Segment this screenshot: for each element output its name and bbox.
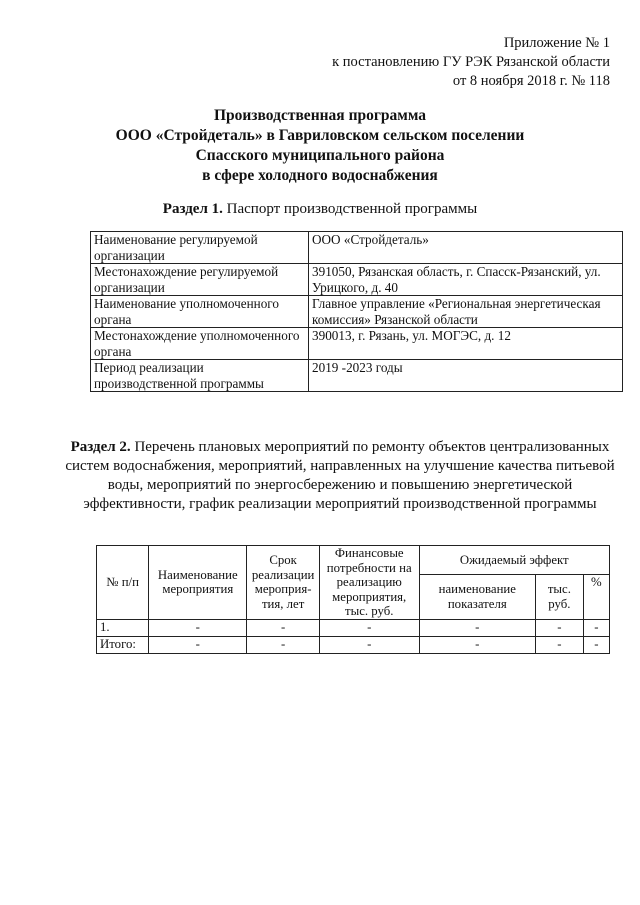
table-cell: - [536, 619, 584, 636]
passport-key: Наименование регулируемой организации [91, 232, 309, 264]
table-cell: - [583, 636, 609, 653]
passport-table [90, 231, 623, 392]
passport-row [91, 296, 623, 328]
col-header-term: Срок реализации мероприя-тия, лет [247, 546, 320, 620]
table-cell: Итого: [97, 636, 149, 653]
table-cell: - [583, 619, 609, 636]
passport-key: Местонахождение уполномоченного органа [91, 328, 309, 360]
col-header-effect: Ожидаемый эффект [419, 546, 610, 575]
table-cell: - [319, 619, 419, 636]
passport-value: 390013, г. Рязань, ул. МОГЭС, д. 12 [309, 328, 623, 360]
section-1-heading [0, 200, 640, 219]
table-cell: - [247, 636, 320, 653]
passport-value: ООО «Стройдеталь» [309, 232, 623, 264]
section-1-text: Паспорт производственной программы [226, 201, 478, 217]
table-cell: 1. [97, 619, 149, 636]
appendix-decree: к постановлению ГУ РЭК Рязанской области [332, 54, 610, 70]
passport-row [91, 264, 623, 296]
col-header-indicator: наименование показателя [419, 574, 536, 619]
passport-row [91, 232, 623, 264]
col-header-finance: Финансовые потребности на реализацию мероприятия, тыс. руб. [319, 546, 419, 620]
activities-table [96, 545, 610, 654]
activities-header-row [97, 546, 610, 575]
appendix-header [332, 34, 610, 91]
col-header-number: № п/п [97, 546, 149, 620]
section-1-label: Раздел 1. [162, 201, 223, 217]
section-2-label: Раздел 2. [70, 439, 131, 455]
col-header-percent: % [583, 574, 609, 619]
section-2-heading [60, 438, 620, 514]
table-cell: - [247, 619, 320, 636]
table-row [97, 619, 610, 636]
title-line-3: Спасского муниципального района [195, 147, 445, 164]
document-title [0, 106, 640, 186]
table-cell: - [319, 636, 419, 653]
passport-value: 391050, Рязанская область, г. Спасск-Рязанский, ул. Урицкого, д. 40 [309, 264, 623, 296]
table-cell: - [149, 619, 247, 636]
table-cell: - [419, 636, 536, 653]
table-row-total [97, 636, 610, 653]
appendix-number: Приложение № 1 [503, 35, 610, 51]
col-header-name: Наименование мероприятия [149, 546, 247, 620]
passport-value: 2019 -2023 годы [309, 360, 623, 392]
passport-key: Наименование уполномоченного органа [91, 296, 309, 328]
title-line-4: в сфере холодного водоснабжения [202, 167, 438, 184]
passport-key: Местонахождение регулируемой организации [91, 264, 309, 296]
col-header-thousand-rub: тыс. руб. [536, 574, 584, 619]
section-2-text: Перечень плановых мероприятий по ремонту объектов централизованных систем водоснабжения, мероприятий, направленных на улучшение качества питьевой воды, мероприятий по энергосбережению и повышению энергетической эффективности, график реализации мероприятий производственной программы [65, 439, 615, 512]
title-line-2: ООО «Стройдеталь» в Гавриловском сельском поселении [115, 127, 525, 144]
passport-value: Главное управление «Региональная энергетическая комиссия» Рязанской области [309, 296, 623, 328]
title-line-1: Производственная программа [213, 107, 427, 124]
passport-key: Период реализации производственной программы [91, 360, 309, 392]
passport-row [91, 328, 623, 360]
table-cell: - [536, 636, 584, 653]
appendix-date: от 8 ноября 2018 г. № 118 [452, 73, 610, 89]
passport-row [91, 360, 623, 392]
table-cell: - [149, 636, 247, 653]
table-cell: - [419, 619, 536, 636]
